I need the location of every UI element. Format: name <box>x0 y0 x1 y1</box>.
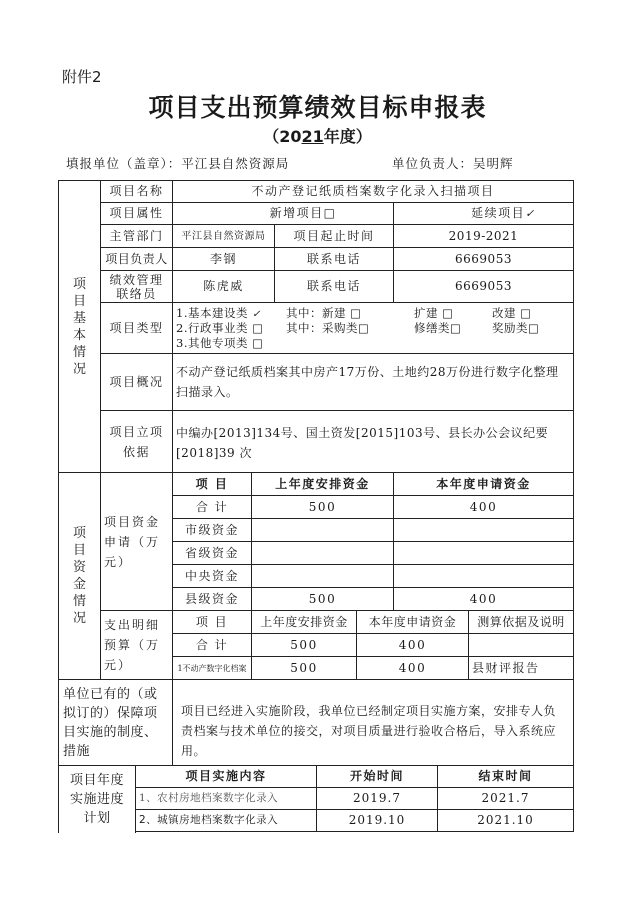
apply-header-this: 本年度申请资金 <box>393 472 574 496</box>
type-reward[interactable]: 奖励类□ <box>492 321 540 335</box>
section-char: 本 <box>72 327 86 343</box>
leader-phone-label: 联系电话 <box>274 247 394 271</box>
apply-row-item: 市级资金 <box>172 518 252 542</box>
detail-row-item: 合 计 <box>172 633 252 657</box>
leader-value: 李钢 <box>172 247 275 271</box>
schedule-row-start: 2019.7 <box>316 787 438 810</box>
apply-header-last: 上年度安排资金 <box>251 472 394 496</box>
detail-row-this: 400 <box>356 656 469 680</box>
type-capital-label: 1.基本建设类 <box>176 306 248 320</box>
unit-owner: 单位负责人：吴明辉 <box>392 156 514 171</box>
period-label: 项目起止时间 <box>274 224 394 248</box>
apply-row-item: 合 计 <box>172 495 252 519</box>
type-expansion[interactable]: 扩建 □ <box>414 306 454 320</box>
detail-row-basis <box>468 633 574 657</box>
type-procurement[interactable]: 其中：采购类□ <box>286 321 370 335</box>
apply-row-item: 县级资金 <box>172 587 252 611</box>
leader-phone-value: 6669053 <box>393 247 574 271</box>
detail-row-item: 1不动产数字化档案 <box>172 656 252 680</box>
schedule-header-end: 结束时间 <box>437 765 574 788</box>
check-mark-icon: ✓ <box>525 207 536 220</box>
section-char: 基 <box>72 310 86 326</box>
section-char: 目 <box>72 543 86 558</box>
project-name-value: 不动产登记纸质档案数字化录入扫描项目 <box>172 180 574 203</box>
detail-header-basis: 测算依据及说明 <box>468 610 574 634</box>
apply-row-this <box>393 541 574 565</box>
page-title: 项目支出预算绩效目标申报表 <box>148 93 487 122</box>
section-char: 况 <box>72 611 86 626</box>
apply-row-this <box>393 564 574 588</box>
detail-header-last: 上年度安排资金 <box>251 610 357 634</box>
year-suffix: 年度） <box>323 127 372 146</box>
basis-label-line: 项目立项 <box>109 424 164 439</box>
detail-row-last: 500 <box>251 633 357 657</box>
period-value: 2019-2021 <box>393 224 574 248</box>
type-new-build[interactable]: 其中：新建 □ <box>286 306 362 320</box>
contact-label <box>100 270 173 303</box>
apply-row-last: 500 <box>251 495 394 519</box>
detail-row-last: 500 <box>251 656 357 680</box>
type-capital-construction[interactable] <box>176 306 261 322</box>
section-char: 情 <box>72 594 86 609</box>
detail-header-item: 项 目 <box>172 610 252 634</box>
schedule-row-end: 2021.10 <box>437 809 574 832</box>
section-char: 情 <box>72 344 86 360</box>
apply-row-this <box>393 518 574 542</box>
guarantee-label: 单位已有的（或拟订的）保障项目实施的制度、措施 <box>58 679 173 766</box>
type-label: 项目类型 <box>100 302 173 354</box>
schedule-row-content: 2、城镇房地档案数字化录入 <box>135 809 317 832</box>
dept-label: 主管部门 <box>100 224 173 248</box>
project-name-label: 项目名称 <box>100 180 173 203</box>
type-other-special[interactable]: 3.其他专项类 □ <box>176 336 264 350</box>
year-prefix: （20 <box>263 127 302 146</box>
project-attr-label: 项目属性 <box>100 202 173 225</box>
section-char: 项 <box>72 276 86 292</box>
contact-phone-label: 联系电话 <box>274 270 394 303</box>
section-char: 资 <box>72 560 86 575</box>
schedule-row-content: 1、农村房地档案数字化录入 <box>135 787 317 810</box>
attr-new-option[interactable]: 新增项目□ <box>172 202 394 225</box>
overview-value: 不动产登记纸质档案其中房产17万份、土地约28万份进行数字化整理扫描录入。 <box>172 353 574 411</box>
apply-row-item: 中央资金 <box>172 564 252 588</box>
apply-row-last <box>251 564 394 588</box>
overview-label: 项目概况 <box>100 353 173 411</box>
attr-continue-option[interactable] <box>393 202 574 225</box>
funds-section-label <box>58 472 101 680</box>
apply-row-last <box>251 541 394 565</box>
basic-section-label <box>58 180 101 473</box>
apply-row-this: 400 <box>393 495 574 519</box>
contact-value: 陈虎威 <box>172 270 275 303</box>
section-char: 金 <box>72 577 86 592</box>
fiscal-year <box>0 124 635 147</box>
annex-label: 附件2 <box>62 68 102 86</box>
attr-continue-label: 延续项目 <box>471 206 526 220</box>
guarantee-value: 项目已经进入实施阶段，我单位已经制定项目实施方案，安排专人负责档案与技术单位的接交，对项目质量进行验收合格后，导入系统应用。 <box>172 679 574 766</box>
year-underlined: 21 <box>301 127 324 146</box>
type-renovation[interactable]: 改建 □ <box>492 306 532 320</box>
apply-header-item: 项 目 <box>172 472 252 496</box>
funds-apply-label: 项目资金申请（万元） <box>100 472 173 611</box>
type-repair[interactable]: 修缮类□ <box>414 321 462 335</box>
basis-label-line: 依据 <box>122 444 150 459</box>
schedule-row-start: 2019.10 <box>316 809 438 832</box>
leader-label: 项目负责人 <box>100 247 173 271</box>
funds-detail-label: 支出明细预算（万元） <box>100 610 173 680</box>
schedule-header-start: 开始时间 <box>316 765 438 788</box>
type-options <box>172 302 574 354</box>
type-administrative[interactable]: 2.行政事业类 □ <box>176 321 264 335</box>
detail-row-basis: 县财评报告 <box>468 656 574 680</box>
check-mark-icon: ✓ <box>252 309 262 320</box>
schedule-header-content: 项目实施内容 <box>135 765 317 788</box>
contact-label-line: 绩效管理 <box>109 272 164 287</box>
apply-row-last <box>251 518 394 542</box>
schedule-row-end: 2021.7 <box>437 787 574 810</box>
schedule-label: 项目年度实施进度计划 <box>58 765 136 833</box>
section-char: 况 <box>72 361 86 377</box>
contact-label-line: 联络员 <box>116 286 157 301</box>
apply-row-this: 400 <box>393 587 574 611</box>
contact-phone-value: 6669053 <box>393 270 574 303</box>
dept-value: 平江县自然资源局 <box>172 224 275 248</box>
detail-header-this: 本年度申请资金 <box>356 610 469 634</box>
reporting-unit: 填报单位（盖章）：平江县自然资源局 <box>66 156 290 171</box>
apply-row-last: 500 <box>251 587 394 611</box>
apply-row-item: 省级资金 <box>172 541 252 565</box>
section-char: 目 <box>72 293 86 309</box>
basis-value: 中编办[2013]134号、国土资发[2015]103号、县长办公会议纪要[2018]39 次 <box>172 410 574 473</box>
detail-row-this: 400 <box>356 633 469 657</box>
section-char: 项 <box>72 526 86 541</box>
basis-label <box>100 410 173 473</box>
